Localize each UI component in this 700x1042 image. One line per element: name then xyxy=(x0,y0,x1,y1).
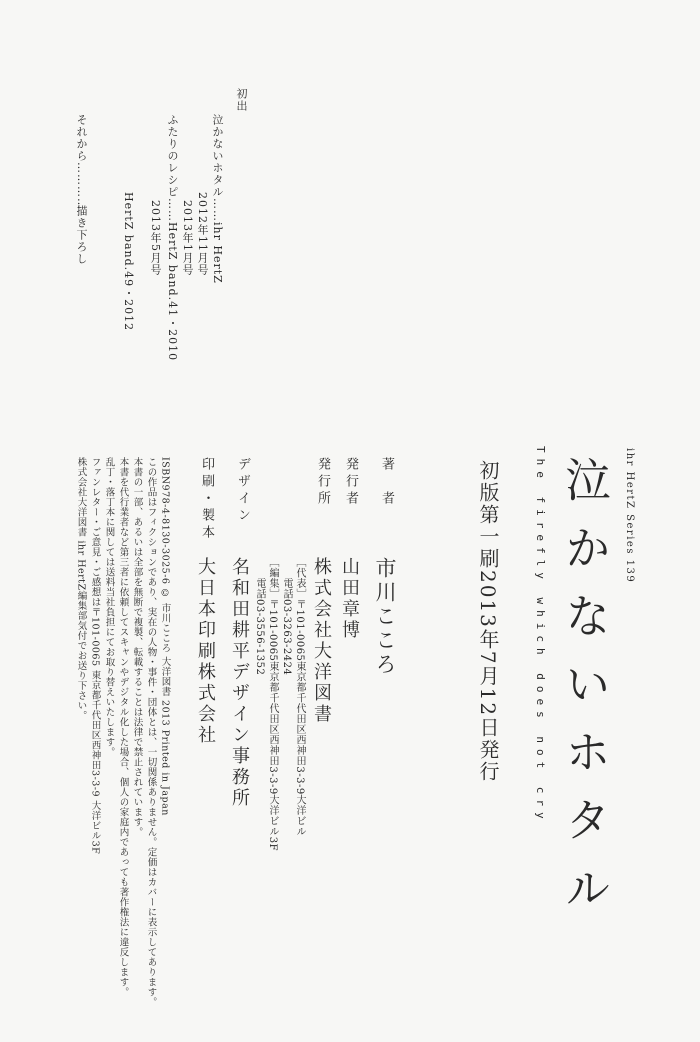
first-pub-date-1: 2012年11月号 xyxy=(196,192,209,276)
credit-value-author: 市川こころ xyxy=(373,557,397,677)
address-main-label: ［代表］ xyxy=(294,557,305,599)
legal-line-replace: 乱丁・落丁本に関しては送料当社負担にてお取り替えいたします。 xyxy=(103,457,115,757)
address-edit xyxy=(267,557,277,851)
work-title: 泣かないホタル…… xyxy=(211,114,224,222)
address-edit-label: ［編集］ xyxy=(267,557,278,599)
credit-role-publishing-house: 発行所 xyxy=(315,457,330,508)
legal-line-copy: 本書の一部、あるいは全部を無断で複製、転載することは法律で禁止されています。 xyxy=(131,457,143,837)
credit-value-publisher: 山田章博 xyxy=(339,557,360,641)
work-magazine: HertZ band.41・2010 xyxy=(166,222,179,362)
credit-role-author: 著 者 xyxy=(379,457,394,508)
credit-role-publisher: 発行者 xyxy=(343,457,358,508)
credit-role-design: デザイン xyxy=(235,457,250,525)
edition-line: 初版第一刷2013年7月12日発行 xyxy=(476,460,500,784)
first-pub-work-3-title: それから………… xyxy=(75,114,88,210)
legal-line-fiction: この作品はフィクションであり、実在の人物・事件・団体とは、一切関係ありません。定価はカバーに表示してあります。 xyxy=(145,457,157,1007)
address-edit-text: 〒101-0065東京都千代田区西神田3-3-9大洋ビル3F xyxy=(267,599,278,852)
work-title: ふたりのレシピ…… xyxy=(166,114,179,222)
credit-role-printing: 印刷・製本 xyxy=(199,457,214,542)
address-main-tel: 電話03-3263-2424 xyxy=(281,578,292,676)
first-pub-heading: 初出 xyxy=(235,88,248,112)
book-title: 泣かないホタル xyxy=(558,456,612,932)
first-pub-magazine-3: HertZ band.49・2012 xyxy=(122,192,135,332)
credit-value-design: 名和田耕平デザイン事務所 xyxy=(229,557,250,809)
first-pub-work-1 xyxy=(212,114,223,414)
isbn-line: ISBN978-4-8130-3025-6 © 市川こころ 大洋図書 2013 Printed in Japan xyxy=(159,457,171,816)
first-pub-work-2 xyxy=(167,114,178,454)
legal-line-fanletter: ファンレター・ご意見・ご感想は〒101-0065 東京都千代田区西神田3-3-9 大洋ビル3F xyxy=(89,457,101,855)
series-label: ihr HertZ Series 139 xyxy=(624,448,635,584)
first-pub-date-3: 2013年5月号 xyxy=(149,200,162,276)
work-magazine: ihr HertZ xyxy=(211,222,224,284)
credit-value-printing: 大日本印刷株式会社 xyxy=(195,557,216,746)
address-edit-tel: 電話03-3556-1352 xyxy=(254,578,265,676)
legal-line-send: 株式会社大洋図書 ihr HertZ編集部気付でお送り下さい。 xyxy=(75,457,87,721)
address-main-text: 〒101-0065東京都千代田区西神田3-3-9大洋ビル xyxy=(294,599,305,837)
book-subtitle: The firefly which does not cry xyxy=(534,446,547,825)
legal-line-scan: 本書を代行業者など第三者に依頼してスキャンやデジタル化した場合、個人の家庭内であっても著作権法に違反します。 xyxy=(117,457,129,997)
first-pub-date-2: 2013年1月号 xyxy=(181,200,194,276)
first-pub-kakioroshi: 描き下ろし xyxy=(75,205,88,265)
address-main xyxy=(294,557,304,837)
credit-value-publishing-house: 株式会社大洋図書 xyxy=(311,557,332,725)
